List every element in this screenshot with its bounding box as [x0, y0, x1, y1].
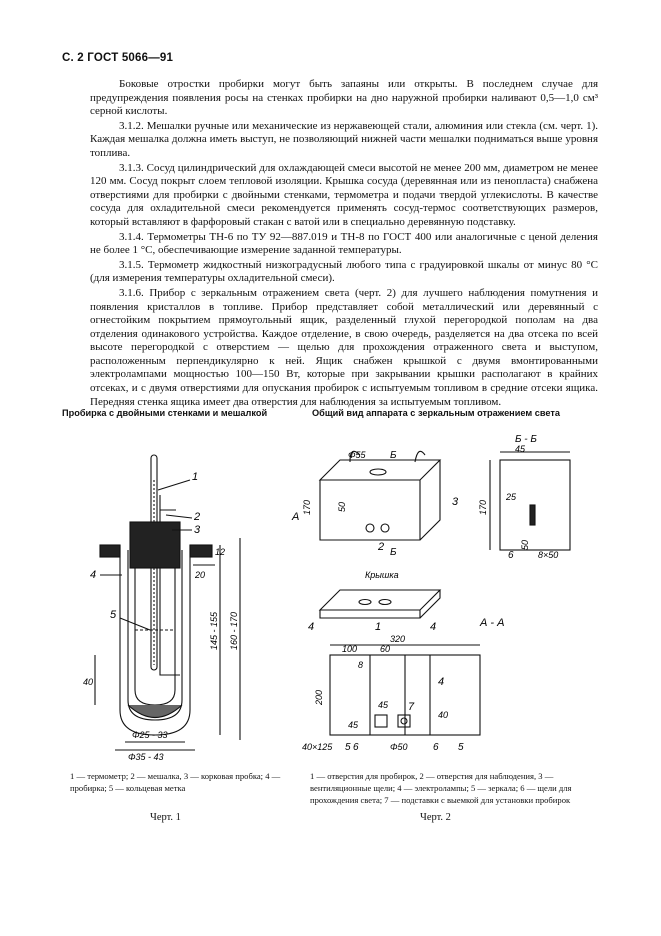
label-a: А — [292, 511, 300, 523]
cork — [130, 522, 180, 568]
dim-320: 320 — [390, 634, 406, 644]
dim-145: 145 - 155 — [209, 611, 219, 650]
label-2: 2 — [378, 541, 385, 553]
body-text — [90, 78, 598, 410]
dim-20: 20 — [195, 570, 206, 580]
label-4a: 4 — [308, 621, 315, 633]
figure2-caption: 1 — отверстия для пробирок, 2 — отверстия для наблюдения, 3 — вентиляционные щели; 4 — электролампы; 5 — зеркала; 6 — щели для прохождения света; 7 — подставки с выемкой для установки пробирок — [310, 771, 572, 805]
dim-160: 160 - 170 — [229, 611, 239, 650]
dim-45b: 45 — [378, 700, 389, 710]
label-b-top: Б — [390, 450, 397, 461]
label-4b: 4 — [430, 621, 437, 633]
label-5: 5 — [110, 609, 117, 621]
label-aa: А - А — [480, 617, 505, 629]
paragraph: 3.1.4. Термометры ТН-6 по ТУ 92—887.019 и ТН-8 по ГОСТ 400 или аналогичные с ценой деления не более 1 °С, обеспечивающие измерение заданной температуры. — [90, 230, 598, 257]
label-f55: Φ55 — [348, 450, 366, 460]
dim-25: Φ25 - 33 — [132, 730, 168, 740]
label-bb: Б - Б — [515, 434, 537, 445]
label-b-bot: Б — [390, 547, 397, 558]
figure2-number: Черт. 2 — [420, 812, 451, 823]
label-4: 4 — [90, 569, 97, 581]
dim-35: Φ35 - 43 — [128, 752, 164, 762]
dim-100: 100 — [342, 644, 358, 654]
dim-40: 40 — [438, 710, 449, 720]
paragraph: 3.1.6. Прибор с зеркальным отражением света (черт. 2) для лучшего наблюдения помутнения и появления кристаллов в топливе. Прибор представляет собой металлический или деревянный с огнестойким покрытием прямоугольный ящик, разделенный глухой перегородкой пополам на два отделения одинакового устройства. Каждое отделение, в свою очередь, разделяется на два отсека по всей высоте перегородкой с отверстием — щелью для прохождения отраженного света и выступом, расположенным перпендикулярно к ней. Ящик снабжен крышкой с двумя вмонтированными электролампами мощностью 100—150 Вт, которые при закрывании крышки располагают в крайних отсеках, и с двумя отверстиями для опускания пробирок с испытуемым топливом в средние отсеки ящика. Передняя стенка ящика имеет два отверстия для наблюдения за испытуемым топливом. — [90, 286, 598, 408]
label-6c: 6 — [433, 742, 439, 753]
paragraph: 3.1.5. Термометр жидкостный низкоградусный любого типа с градуировкой шкалы от минус 80 °С (для измерения температуры охладительной смеси). — [90, 258, 598, 285]
paragraph: 3.1.3. Сосуд цилиндрический для охлаждающей смеси высотой не менее 200 мм, диаметром не менее 120 мм. Сосуд покрыт слоем тепловой изоляции. Крышка сосуда (деревянная или из пенопласта) снабжена отверстиями для пробирки с двойными стенками, термометра и подачи твердой углекислоты. В качестве сосуда для охладительной смеси рекомендуется применять сосуд-термос соответствующих размеров, который вставляют в фарфоровый стакан с ватой или в специально деревянную подставку. — [90, 161, 598, 228]
dim-45: 45 — [515, 444, 526, 454]
dim-25: 25 — [506, 492, 517, 502]
dim-40: 40 — [83, 677, 94, 687]
dim-8: 8 — [358, 660, 364, 670]
label-3: 3 — [452, 496, 459, 508]
paragraph: 3.1.2. Мешалки ручные или механические из нержавеющей стали, алюминия или стекла (см. черт. 1). Каждая мешалка должна иметь выступ, не позволяющий нижней части мешалки подниматься выше уровня топлива. — [90, 119, 598, 159]
apparatus-box — [320, 460, 440, 540]
dim-12: 12 — [215, 547, 226, 557]
label-f50: Φ50 — [390, 742, 408, 752]
label-3: 3 — [194, 524, 201, 536]
inner-tube — [135, 568, 175, 705]
label-6: 6 — [508, 550, 514, 561]
label-6b: 6 — [353, 742, 359, 753]
label-lid: Крышка — [365, 570, 399, 580]
figure1-caption: 1 — термометр; 2 — мешалка, 3 — корковая пробка; 4 — пробирка; 5 — кольцевая метка — [70, 771, 281, 793]
label-1: 1 — [192, 471, 199, 483]
dim-60: 60 — [380, 644, 391, 654]
dim-45c: 45 — [348, 720, 359, 730]
figure2-drawing — [290, 430, 640, 770]
figure1-title: Пробирка с двойными стенками и мешалкой — [62, 408, 268, 418]
label-2: 2 — [194, 511, 201, 523]
page-header: С. 2 ГОСТ 5066—91 — [62, 52, 174, 64]
label-7: 7 — [408, 701, 415, 713]
dim-slot: 8×50 — [538, 550, 559, 560]
dim-170b: 170 — [478, 499, 488, 515]
figure1-drawing — [80, 450, 310, 770]
label-5: 5 — [345, 742, 351, 753]
label-4c: 4 — [438, 676, 445, 688]
label-5b: 5 — [458, 742, 464, 753]
dim-200: 200 — [314, 689, 324, 705]
dim-50b: 50 — [520, 539, 530, 550]
dim-50: 50 — [337, 501, 347, 512]
dim-170: 170 — [302, 499, 312, 515]
paragraph: Боковые отростки пробирки могут быть запаяны или открыты. В последнем случае для предупреждения появления росы на стенках пробирки на дно наружной пробирки наливают 0,5—1,0 см³ серной кислоты. — [90, 78, 598, 118]
figure2-title: Общий вид аппарата с зеркальным отражением света — [312, 408, 560, 418]
label-1: 1 — [375, 621, 382, 633]
figure1-number: Черт. 1 — [150, 812, 181, 823]
dim-40x125: 40×125 — [302, 742, 333, 752]
